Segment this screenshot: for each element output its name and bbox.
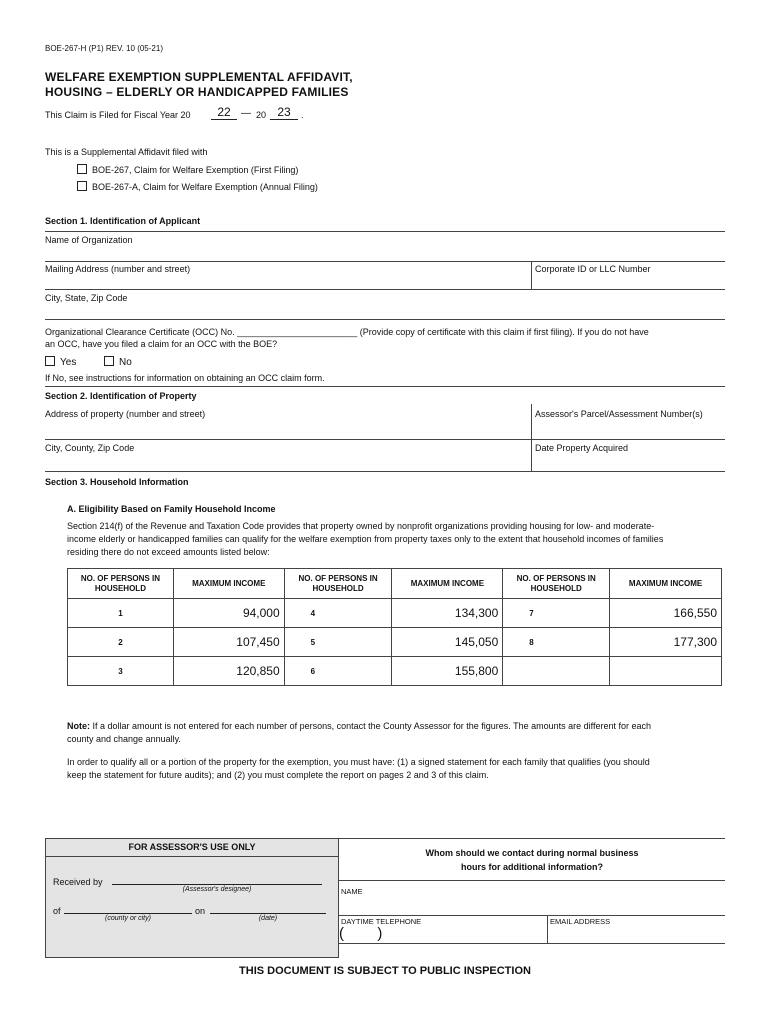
subsection-a-heading: A. Eligibility Based on Family Household Income	[67, 504, 276, 514]
county-caption: (county or city)	[105, 915, 151, 922]
checkbox[interactable]	[77, 181, 87, 191]
received-by-field[interactable]	[112, 872, 322, 884]
org-name-field[interactable]	[45, 246, 725, 260]
income-cell[interactable]: 177,300	[610, 628, 722, 657]
yes-label: Yes	[60, 357, 77, 368]
income-cell[interactable]: 94,000	[173, 599, 284, 628]
property-address-label: Address of property (number and street)	[45, 409, 206, 419]
fiscal-start-field[interactable]: 22	[211, 105, 237, 120]
header-income: MAXIMUM INCOME	[610, 569, 722, 599]
property-address-field[interactable]	[45, 420, 529, 438]
note-line-1	[67, 721, 651, 731]
section3-para-line-3: residing there do not exceed amounts listed below:	[67, 547, 270, 557]
occ-line-2: an OCC, have you filed a claim for an OCC with the BOE?	[45, 339, 278, 349]
income-cell[interactable]	[610, 657, 722, 686]
date-field[interactable]	[210, 901, 326, 913]
table-header-row	[68, 569, 722, 599]
public-inspection-footer: THIS DOCUMENT IS SUBJECT TO PUBLIC INSPECTION	[239, 965, 531, 977]
contact-heading-2: hours for additional information?	[461, 862, 603, 872]
income-cell[interactable]: 145,050	[392, 628, 503, 657]
income-cell[interactable]: 134,300	[392, 599, 503, 628]
date-acquired-label: Date Property Acquired	[535, 443, 629, 453]
received-by-label: Received by	[53, 877, 103, 887]
if-no-note: If No, see instructions for information on obtaining an OCC claim form.	[45, 373, 325, 383]
section1-heading: Section 1. Identification of Applicant	[45, 216, 201, 226]
mailing-address-label: Mailing Address (number and street)	[45, 264, 191, 274]
checkbox[interactable]	[77, 164, 87, 174]
section3-para-line-1: Section 214(f) of the Revenue and Taxation Code provides that property owned by nonprofit organizations providing housing for low- and moderate-	[67, 521, 655, 531]
section3-heading: Section 3. Household Information	[45, 477, 189, 487]
date-caption: (date)	[258, 915, 278, 922]
persons-cell: 3	[68, 657, 174, 686]
header-income: MAXIMUM INCOME	[173, 569, 284, 599]
option-annual-filing[interactable]	[77, 181, 318, 192]
date-acquired-field[interactable]	[533, 454, 723, 470]
checkbox[interactable]	[45, 356, 55, 366]
contact-heading-1: Whom should we contact during normal business	[425, 848, 639, 858]
note-text: If a dollar amount is not entered for each number of persons, contact the County Assessor for the figures. The amounts are different for each	[90, 721, 651, 731]
city-state-zip-label: City, State, Zip Code	[45, 293, 128, 303]
email-label: EMAIL ADDRESS	[550, 917, 611, 926]
header-persons: NO. OF PERSONS IN HOUSEHOLD	[284, 569, 392, 599]
fiscal-mid: 20	[256, 110, 267, 120]
section2-heading: Section 2. Identification of Property	[45, 391, 197, 401]
occ-line-1: Organizational Clearance Certificate (OCC) No. ________________________ (Provide copy of certificate with this claim if first filing). If you do not have	[45, 327, 649, 337]
persons-cell: 1	[68, 599, 174, 628]
title-line-1: WELFARE EXEMPTION SUPPLEMENTAL AFFIDAVIT,	[45, 70, 353, 84]
option-first-filing[interactable]	[77, 164, 298, 175]
income-cell[interactable]: 155,800	[392, 657, 503, 686]
mailing-address-field[interactable]	[45, 275, 529, 288]
county-field[interactable]	[64, 901, 192, 913]
form-code: BOE-267-H (P1) REV. 10 (05-21)	[45, 44, 163, 53]
fiscal-label: This Claim is Filed for Fiscal Year 20	[45, 110, 191, 120]
persons-cell: 4	[284, 599, 392, 628]
parcel-number-field[interactable]	[533, 420, 723, 438]
qualify-line-2: keep the statement for future audits); and (2) you must complete the report on pages 2 and 3 of this claim.	[67, 770, 489, 780]
persons-cell: 6	[284, 657, 392, 686]
org-name-label: Name of Organization	[45, 235, 133, 245]
header-income: MAXIMUM INCOME	[392, 569, 503, 599]
fiscal-period: .	[301, 110, 304, 120]
income-cell[interactable]: 166,550	[610, 599, 722, 628]
email-field[interactable]	[550, 928, 723, 942]
header-persons: NO. OF PERSONS IN HOUSEHOLD	[503, 569, 610, 599]
on-label: on	[195, 906, 206, 916]
persons-cell: 2	[68, 628, 174, 657]
checkbox[interactable]	[104, 356, 114, 366]
supplemental-intro: This is a Supplemental Affidavit filed with	[45, 147, 208, 157]
option-first-filing-label: BOE-267, Claim for Welfare Exemption (First Filing)	[92, 165, 299, 175]
fiscal-end-field[interactable]: 23	[270, 105, 298, 120]
persons-cell: 5	[284, 628, 392, 657]
table-row	[68, 599, 722, 628]
no-label: No	[119, 357, 132, 368]
occ-yes-option[interactable]	[45, 356, 76, 368]
income-cell[interactable]: 120,850	[173, 657, 284, 686]
occ-no-option[interactable]	[104, 356, 132, 368]
parcel-number-label: Assessor's Parcel/Assessment Number(s)	[535, 409, 703, 419]
corporate-id-label: Corporate ID or LLC Number	[535, 264, 651, 274]
contact-name-label: NAME	[341, 887, 363, 896]
property-city-field[interactable]	[45, 454, 529, 470]
fiscal-dash: —	[241, 108, 251, 119]
assessor-heading: FOR ASSESSOR'S USE ONLY	[128, 842, 256, 852]
header-persons: NO. OF PERSONS IN HOUSEHOLD	[68, 569, 174, 599]
note-label: Note:	[67, 721, 90, 731]
designee-caption: (Assessor's designee)	[182, 886, 252, 893]
section3-para-line-2: income elderly or handicapped families can qualify for the welfare exemption from property taxes only to the extent that household incomes of families	[67, 534, 664, 544]
income-table	[67, 568, 722, 686]
qualify-line-1: In order to qualify all or a portion of the property for the exemption, you must have: (1) a signed statement for each family that qualifies (you should	[67, 757, 650, 767]
persons-cell: 8	[503, 628, 610, 657]
corporate-id-field[interactable]	[533, 275, 723, 288]
persons-cell: 7	[503, 599, 610, 628]
property-city-label: City, County, Zip Code	[45, 443, 135, 453]
table-row	[68, 628, 722, 657]
note-line-2: county and change annually.	[67, 734, 181, 744]
income-cell[interactable]: 107,450	[173, 628, 284, 657]
contact-name-field[interactable]	[341, 896, 723, 914]
table-row	[68, 657, 722, 686]
persons-cell	[503, 657, 610, 686]
daytime-phone-label: DAYTIME TELEPHONE	[341, 917, 422, 926]
phone-field[interactable]: ( )	[339, 925, 383, 942]
title-line-2: HOUSING – ELDERLY OR HANDICAPPED FAMILIES	[45, 85, 349, 99]
of-label: of	[53, 906, 61, 916]
city-state-zip-field[interactable]	[45, 304, 725, 318]
option-annual-filing-label: BOE-267-A, Claim for Welfare Exemption (Annual Filing)	[92, 182, 318, 192]
